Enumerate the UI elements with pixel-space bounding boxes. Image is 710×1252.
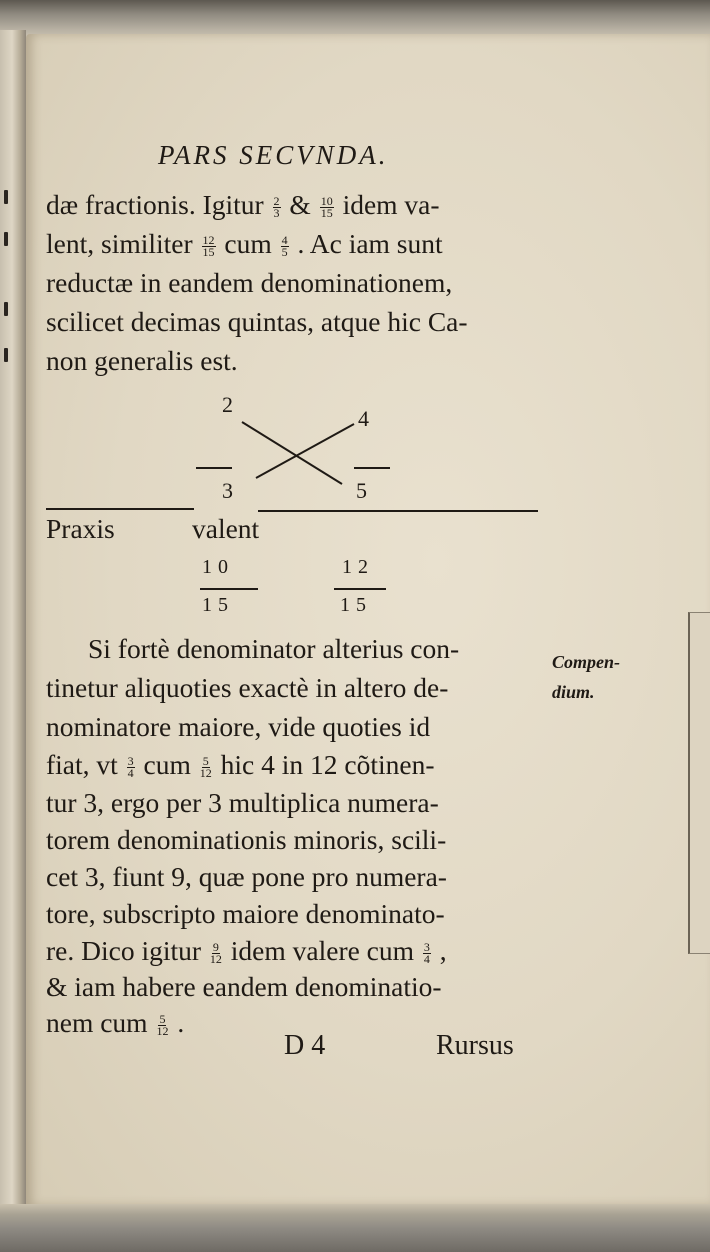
text-line: torem denominationis minoris, scili- bbox=[46, 824, 447, 855]
text-line: re. Dico igitur $\frac{9}{12}$ idem valere cum $\frac{3}{4}$ , bbox=[46, 935, 447, 967]
result-left-denominator: 15 bbox=[202, 594, 234, 616]
signature-mark: D 4 bbox=[284, 1030, 326, 1061]
text-line: nominatore maiore, vide quoties id bbox=[46, 711, 431, 742]
fraction: $\frac{5}{12}$ bbox=[156, 1012, 169, 1039]
valent-label: valent bbox=[192, 513, 260, 544]
result-right-bar bbox=[334, 588, 386, 590]
diagram-left-numerator: 2 bbox=[222, 392, 233, 417]
text-line: fiat, vt $\frac{3}{4}$ cum $\frac{5}{12}$ hic 4 in 12 cõtinen- bbox=[46, 749, 435, 781]
text-line: cet 3, fiunt 9, quæ pone pro numera- bbox=[46, 861, 447, 892]
praxis-rule-right bbox=[258, 510, 538, 512]
fraction: $\frac{12}{15}$ bbox=[202, 233, 215, 260]
running-head: PARS SECVNDA. bbox=[158, 140, 389, 170]
text-line: Si fortè denominator alterius con- bbox=[88, 633, 460, 664]
diagram-cross-lines bbox=[238, 418, 358, 488]
page-fold bbox=[688, 612, 710, 954]
fraction: $\frac{4}{5}$ bbox=[281, 233, 288, 260]
diagram-left-bar bbox=[196, 467, 232, 469]
text-line: tur 3, ergo per 3 multiplica numera- bbox=[46, 787, 439, 818]
diagram-right-bar bbox=[354, 467, 390, 469]
facing-page-edge bbox=[4, 190, 10, 390]
diagram-left-denominator: 3 bbox=[222, 478, 233, 503]
text-line: dæ fractionis. Igitur $\frac{2}{3}$ & $\frac{10}{15}$ idem va- bbox=[46, 189, 440, 221]
fraction: $\frac{10}{15}$ bbox=[320, 194, 333, 221]
fraction: $\frac{3}{4}$ bbox=[127, 754, 134, 781]
text-line: & iam habere eandem denominatio- bbox=[46, 971, 442, 1002]
result-right-denominator: 15 bbox=[340, 594, 372, 616]
text-line: scilicet decimas quintas, atque hic Ca- bbox=[46, 306, 468, 337]
diagram-right-numerator: 4 bbox=[358, 406, 369, 431]
text-line: tinetur aliquoties exactè in altero de- bbox=[46, 672, 449, 703]
text-line: reductæ in eandem denominationem, bbox=[46, 267, 453, 298]
margin-note-line-2: dium. bbox=[552, 682, 595, 702]
text-line: lent, similiter $\frac{12}{15}$ cum $\frac{4}{5}$ . Ac iam sunt bbox=[46, 228, 443, 260]
result-left-bar bbox=[200, 588, 258, 590]
text-line: nem cum $\frac{5}{12}$ . bbox=[46, 1007, 185, 1039]
book-bottom-edge bbox=[0, 1204, 710, 1252]
catchword: Rursus bbox=[436, 1030, 514, 1061]
praxis-rule-left bbox=[46, 508, 194, 510]
text-line: non generalis est. bbox=[46, 345, 238, 376]
text-line: tore, subscripto maiore denominato- bbox=[46, 898, 445, 929]
diagram-right-denominator: 5 bbox=[356, 478, 367, 503]
result-left-numerator: 10 bbox=[202, 556, 234, 578]
result-right-numerator: 12 bbox=[342, 556, 374, 578]
fraction: $\frac{9}{12}$ bbox=[209, 940, 222, 967]
margin-note-line-1: Compen- bbox=[552, 652, 621, 672]
fraction: $\frac{2}{3}$ bbox=[273, 194, 280, 221]
fraction: $\frac{5}{12}$ bbox=[199, 754, 212, 781]
fraction: $\frac{3}{4}$ bbox=[423, 940, 430, 967]
praxis-label: Praxis bbox=[46, 513, 115, 544]
